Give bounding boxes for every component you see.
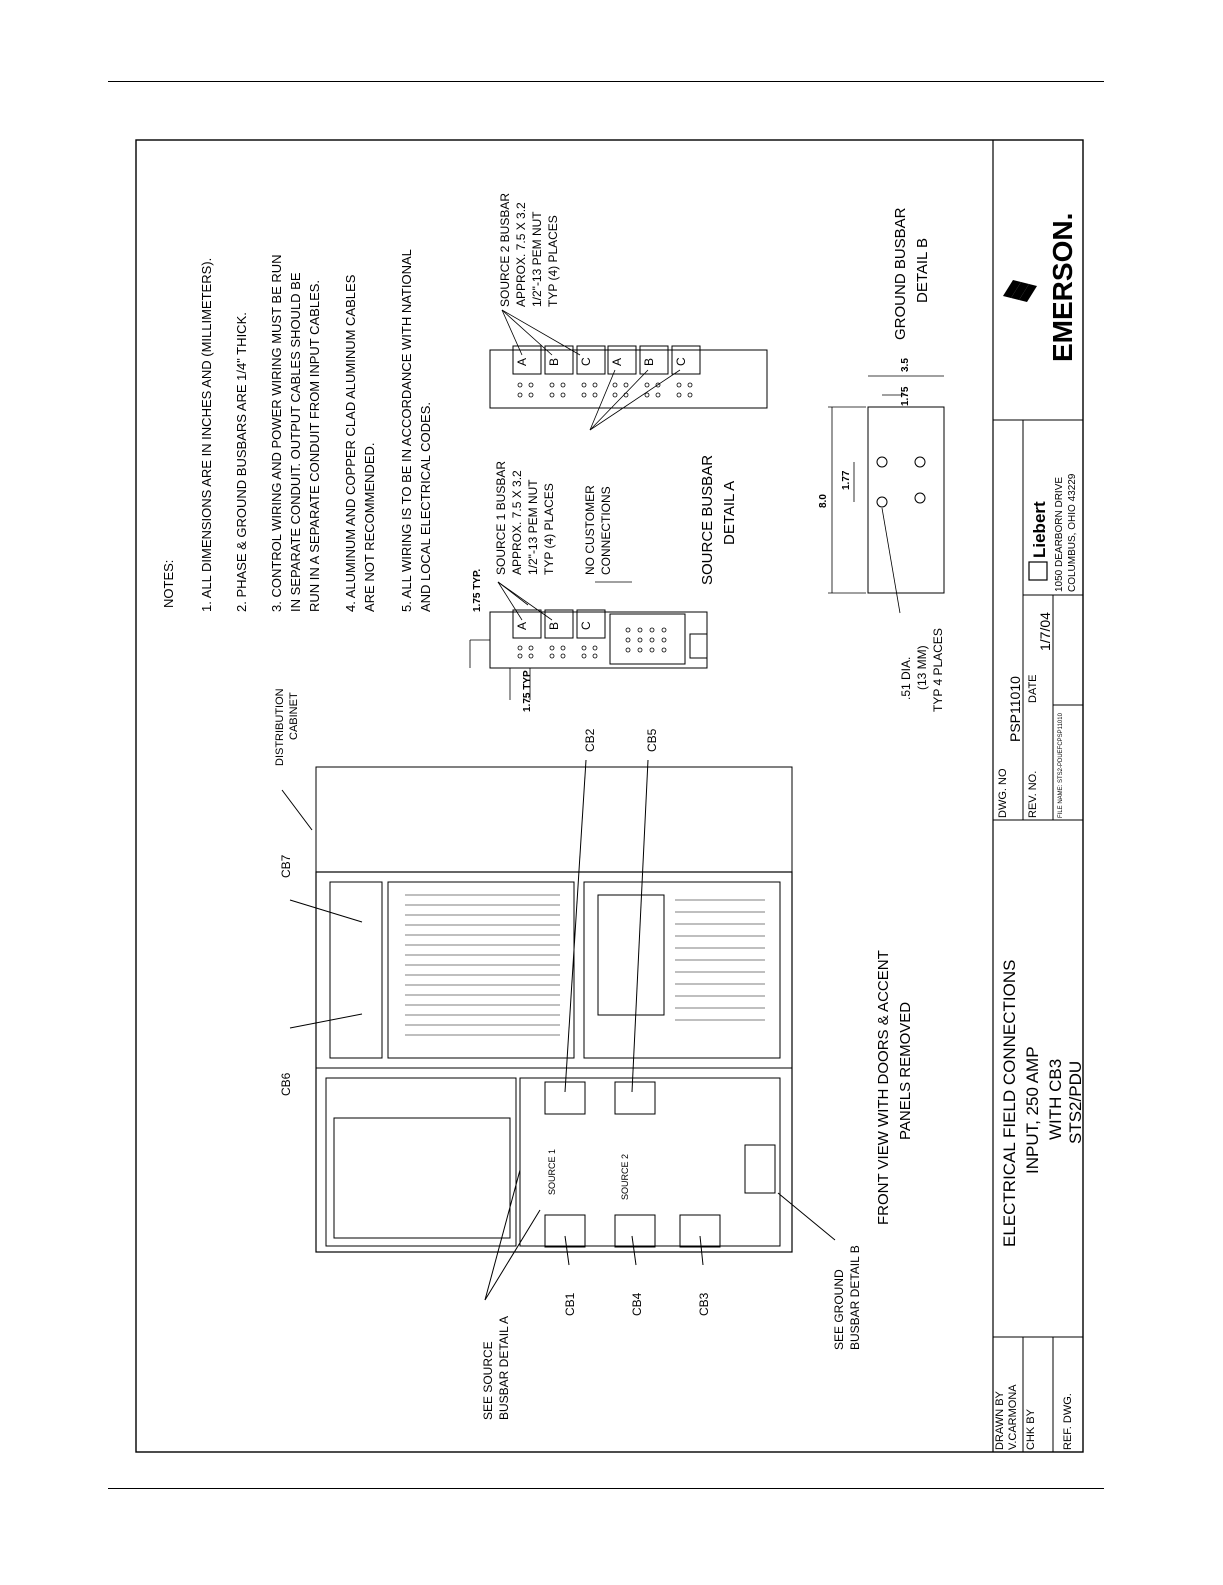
dim-width-b: 3.5 [900,358,911,372]
cb3-label: CB3 [697,1292,711,1316]
liebert-address-1: 1050 DEARBORN DRIVE [1054,476,1065,592]
dwg-no-label: DWG. NO [997,768,1009,818]
phase-b-2: B [547,357,561,366]
see-source-2: BUSBAR DETAIL A [497,1315,511,1420]
cabinet-caption-2: PANELS REMOVED [897,1001,914,1140]
see-source-1: SEE SOURCE [481,1341,495,1420]
hole-callout-3: TYP 4 PLACES [931,628,945,712]
dwg-no: PSP11010 [1007,676,1023,742]
note-3b: IN SEPARATE CONDUIT. OUTPUT CABLES SHOULD BE [288,272,303,612]
title-block [994,213,1085,1450]
emerson-wordmark: EMERSON. [1047,212,1078,362]
cb1-label: CB1 [563,1292,577,1316]
phase-c-2: C [579,357,593,366]
cabinet-front-view [282,760,835,1300]
note-4b: ARE NOT RECOMMENDED. [362,442,377,612]
date-label: DATE [1027,674,1039,703]
note-3c: RUN IN A SEPARATE CONDUIT FROM INPUT CABLES. [307,279,322,612]
phase-a-3: A [610,357,624,366]
source1-callout-2: APPROX. 7.5 X 3.2 [510,470,524,575]
phase-a-2: A [515,357,529,366]
ground-busbar-detail [818,207,945,712]
source2-callout-3: 1/2"-13 PEM NUT [530,211,544,307]
hole-callout-2: (13 MM) [915,645,929,690]
no-customer-2: CONNECTIONS [599,486,613,575]
liebert-wordmark: Liebert [1030,501,1049,558]
phase-c-1: C [579,621,593,630]
phase-b-1: B [547,621,561,630]
rev-no-label: REV. NO. [1027,770,1039,818]
phase-a-1: A [515,621,529,630]
distribution-2: CABINET [288,692,300,740]
notes-block [161,249,433,612]
see-ground-2: BUSBAR DETAIL B [848,1245,862,1350]
dim-hole: 1.77 [841,470,852,490]
note-5a: 5. ALL WIRING IS TO BE IN ACCORDANCE WITH NATIONAL [399,249,414,612]
chk-by-label: CHK BY [1025,1409,1037,1450]
dim-width-a: 1.75 [900,386,911,406]
phase-c-3: C [674,357,688,366]
note-5b: AND LOCAL ELECTRICAL CODES. [418,402,433,612]
no-customer-1: NO CUSTOMER [583,485,597,575]
title-line-1: ELECTRICAL FIELD CONNECTIONS [1000,959,1019,1247]
note-3a: 3. CONTROL WIRING AND POWER WIRING MUST BE RUN [269,254,284,612]
emerson-logo [1003,213,1078,362]
source-busbar-detail [470,193,767,712]
cb5-label: CB5 [645,728,659,752]
note-4a: 4. ALUMINUM AND COPPER CLAD ALUMINUM CABLES [343,274,358,612]
title-line-2: INPUT, 250 AMP [1023,1046,1042,1174]
liebert-address-2: COLUMBUS, OHIO 43229 [1067,473,1078,592]
source1-callout-3: 1/2"-13 PEM NUT [526,479,540,575]
ground-busbar-subtitle: DETAIL B [914,237,931,303]
ground-busbar-title: GROUND BUSBAR [892,207,909,340]
title-line-3: WITH CB3 [1046,1058,1065,1140]
phase-b-3: B [642,357,656,366]
source2-callout-2: APPROX. 7.5 X 3.2 [514,202,528,307]
drawn-by-label: DRAWN BY [994,1391,1006,1450]
note-1: 1. ALL DIMENSIONS ARE IN INCHES AND (MILLIMETERS). [199,257,214,612]
cb6-label: CB6 [279,1072,293,1096]
see-ground-1: SEE GROUND [832,1269,846,1350]
ref-dwg-label: REF. DWG. [1062,1393,1074,1450]
file-name: FILE NAME: STS2-PDUEFCPSP11010 [1058,713,1064,818]
dim-typ-bottom: 1.75 TYP [522,670,533,712]
source1-callout-4: TYP (4) PLACES [542,483,556,575]
title-line-4: STS2/PDU [1066,1060,1085,1144]
source2-callout-4: TYP (4) PLACES [546,215,560,307]
cb7-label: CB7 [279,854,293,878]
cabinet-labels [274,688,914,1420]
source2-label: SOURCE 2 [620,1153,630,1200]
dim-typ-top: 1.75 TYP. [472,568,483,612]
source2-callout-1: SOURCE 2 BUSBAR [498,192,512,307]
cb4-label: CB4 [630,1292,644,1316]
date: 1/7/04 [1037,612,1053,651]
source1-label: SOURCE 1 [547,1148,557,1195]
distribution-1: DISTRIBUTION [274,688,286,766]
liebert-logo [1029,501,1049,580]
note-2: 2. PHASE & GROUND BUSBARS ARE 1/4" THICK. [234,312,249,612]
cb2-label: CB2 [583,728,597,752]
source1-callout-1: SOURCE 1 BUSBAR [494,460,508,575]
source-busbar-title: SOURCE BUSBAR [699,454,716,585]
drawn-by: V.CARMONA [1007,1384,1019,1450]
cabinet-caption-1: FRONT VIEW WITH DOORS & ACCENT [875,950,892,1225]
source-busbar-subtitle: DETAIL A [721,480,738,545]
hole-callout-1: .51 DIA. [899,656,913,700]
dim-length: 8.0 [818,494,829,508]
notes-heading: NOTES: [161,559,176,608]
